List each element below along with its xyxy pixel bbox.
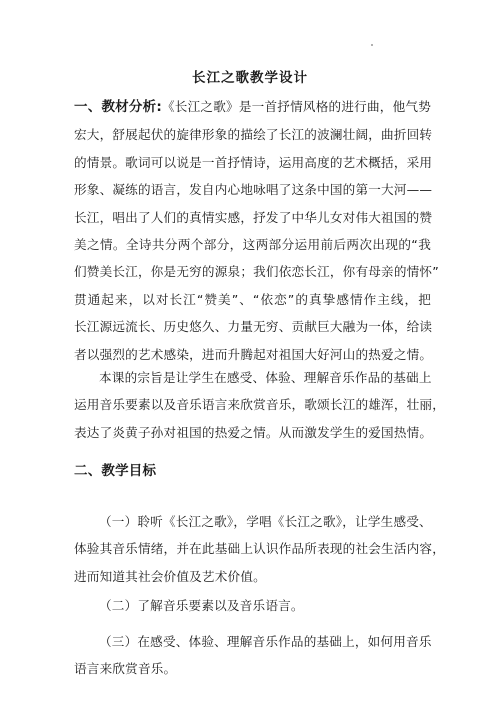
section-1-paragraph — [74, 93, 439, 368]
paragraph-line: 长江源远流长、历史悠久、力量无穷、贡献巨大融为一体，给读 — [74, 319, 433, 335]
paragraph-line: 美之情。全诗共分两个部分，这两部分运用前后两次出现的“我 — [74, 237, 431, 253]
section-2-heading-block — [74, 458, 431, 485]
paragraph-line: 《长江之歌》是一首抒情风格的进行曲，他气势 — [161, 99, 431, 114]
section-2-heading: 二、教学目标 — [74, 463, 157, 479]
paragraph-line: 运用音乐要素以及音乐语言来欣赏音乐，歌颂长江的雄浑，壮丽， — [74, 397, 446, 413]
paragraph-line: 们赞美长江，你是无穷的源泉；我们依恋长江，你有母亲的情怀” — [74, 264, 439, 280]
paragraph-line: 者以强烈的艺术感染，进而升腾起对祖国大好河山的热爱之情。 — [74, 346, 433, 362]
purpose-paragraph — [74, 364, 446, 446]
paragraph-line: （一）聆听《长江之歌》，学唱《长江之歌》，让学生感受、 — [99, 514, 432, 529]
paragraph-line: 语言来欣赏音乐。 — [74, 661, 177, 677]
section-1-heading: 一、教材分析: — [74, 99, 162, 115]
document-title: 长江之歌教学设计 — [192, 70, 308, 86]
goal-3 — [74, 628, 431, 683]
paragraph-line: 表达了炎黄子孙对祖国的热爱之情。从而激发学生的爱国热情。 — [74, 424, 433, 440]
scan-dot — [371, 44, 373, 46]
goal-1 — [74, 508, 446, 590]
section-1-first-line — [74, 93, 431, 121]
paragraph-line: 贯通起来，以对长江“赞美”、“依恋”的真挚感情作主线，把 — [74, 291, 431, 307]
paragraph-line: 形象、凝练的语言，发自内心地咏唱了这条中国的第一大河—— — [74, 182, 433, 198]
paragraph-line: （二）了解音乐要素以及音乐语言。 — [99, 598, 304, 613]
paragraph-line: 的情景。歌词可以说是一首抒情诗，运用高度的艺术概括，采用 — [74, 154, 433, 170]
paragraph-line: 本课的宗旨是让学生在感受、体验、理解音乐作品的基础上 — [99, 370, 432, 385]
paragraph-line: 进而知道其社会价值及艺术价值。 — [74, 568, 266, 584]
goal-2 — [74, 592, 431, 619]
paragraph-line: （三）在感受、体验、理解音乐作品的基础上，如何用音乐 — [99, 634, 432, 649]
paragraph-line: 体验其音乐情绪，并在此基础上认识作品所表现的社会生活内容， — [74, 541, 446, 557]
paragraph-line: 宏大，舒展起伏的旋律形象的描绘了长江的波澜壮阔，曲折回转 — [74, 127, 433, 143]
paragraph-line: 长江，唱出了人们的真情实感，抒发了中华儿女对伟大祖国的赞 — [74, 209, 433, 225]
